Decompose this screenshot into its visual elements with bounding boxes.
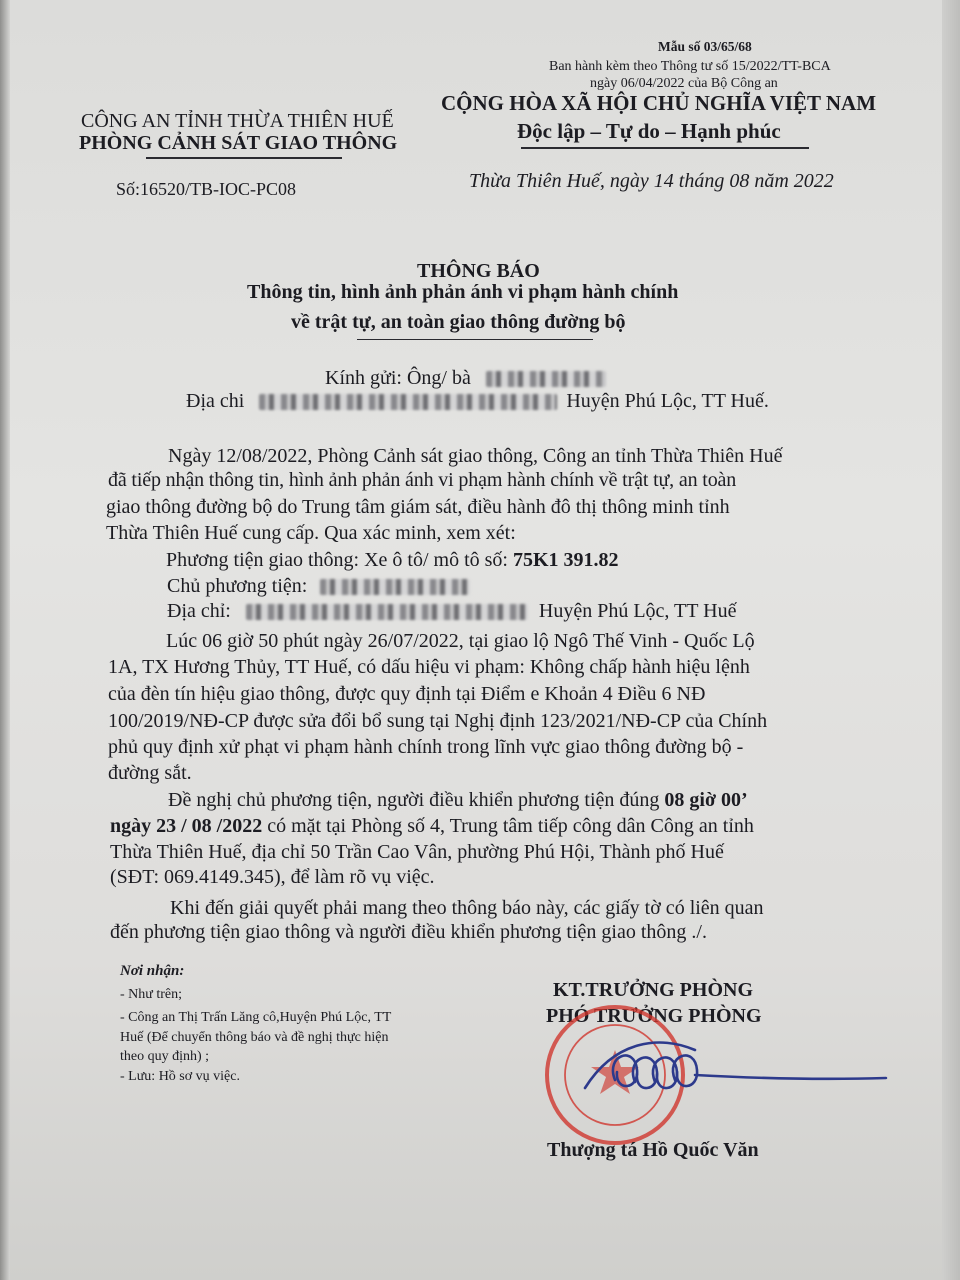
agency-line-2: PHÒNG CẢNH SÁT GIAO THÔNG — [79, 132, 398, 154]
p2-line-3: của đèn tín hiệu giao thông, được quy định tại Điểm e Khoản 4 Điều 6 NĐ — [108, 683, 706, 705]
p3-line-3: Thừa Thiên Huế, địa chỉ 50 Trần Cao Vân, phường Phú Hội, Thành phố Huế — [110, 841, 724, 863]
p1-line-3: giao thông đường bộ do Trung tâm giám sát, điều hành đô thị thông minh tỉnh — [106, 496, 730, 518]
vehicle-line — [166, 550, 619, 570]
redacted-owner-name — [320, 579, 470, 595]
address-label: Địa chi — [186, 390, 245, 412]
document-number: Số:16520/TB-IOC-PC08 — [116, 179, 297, 199]
p2-line-5: phủ quy định xử phạt vi phạm hành chính trong lĩnh vực giao thông đường bộ - — [108, 736, 744, 758]
agency-underline — [146, 157, 342, 159]
form-number: Mẫu số 03/65/68 — [658, 39, 752, 54]
owner-address-tail: Huyện Phú Lộc, TT Huế — [538, 600, 737, 622]
signature-title-1: KT.TRƯỞNG PHÒNG — [553, 979, 753, 1001]
address-tail: Huyện Phú Lộc, TT Huế. — [566, 390, 769, 412]
issued-line-2: ngày 06/04/2022 của Bộ Công an — [590, 76, 778, 91]
title-underline — [357, 339, 593, 340]
p3-line-2-text: có mặt tại Phòng số 4, Trung tâm tiếp công dân Công an tỉnh — [267, 815, 754, 837]
owner-address-line — [167, 601, 736, 621]
motto-underline — [521, 147, 809, 149]
p3-line-4: (SĐT: 069.4149.345), để làm rõ vụ việc. — [110, 866, 435, 888]
p3-line-1-text: Đề nghị chủ phương tiện, người điều khiển phương tiện đúng — [168, 789, 660, 811]
owner-line — [167, 576, 470, 596]
p3-line-2 — [110, 816, 754, 836]
p2-line-1: Lúc 06 giờ 50 phút ngày 26/07/2022, tại giao lộ Ngô Thế Vinh - Quốc Lộ — [166, 630, 755, 652]
signature-title-2: PHÓ TRƯỞNG PHÒNG — [546, 1005, 762, 1027]
receiver-item-2-line-2: Huế (Để chuyển thông báo và đề nghị thực hiện — [120, 1030, 389, 1045]
redacted-recipient-name — [486, 371, 606, 387]
agency-line-1: CÔNG AN TỈNH THỪA THIÊN HUẾ — [81, 110, 394, 132]
recipient-line — [325, 368, 606, 388]
receivers-title: Nơi nhận: — [120, 963, 185, 979]
nation-motto: Độc lập – Tự do – Hạnh phúc — [517, 119, 781, 143]
receiver-item-2-line-1: - Công an Thị Trấn Lăng cô,Huyện Phú Lộc, TT — [120, 1010, 392, 1025]
receiver-item-3: - Lưu: Hồ sơ vụ việc. — [120, 1069, 240, 1084]
vehicle-label: Phương tiện giao thông: Xe ô tô/ mô tô số: — [166, 549, 508, 571]
p4-line-1: Khi đến giải quyết phải mang theo thông báo này, các giấy tờ có liên quan — [170, 897, 764, 919]
place-date: Thừa Thiên Huế, ngày 14 tháng 08 năm 2022 — [469, 170, 834, 192]
page-shadow-left — [0, 0, 10, 1280]
notice-subtitle-2: về trật tự, an toàn giao thông đường bộ — [291, 311, 626, 333]
notice-subtitle-1: Thông tin, hình ảnh phản ánh vi phạm hành chính — [247, 281, 679, 303]
nation-title: CỘNG HÒA XÃ HỘI CHỦ NGHĨA VIỆT NAM — [441, 91, 877, 115]
recipient-label: Kính gửi: Ông/ bà — [325, 367, 471, 389]
signer-name: Thượng tá Hồ Quốc Văn — [547, 1139, 759, 1161]
redacted-address — [259, 394, 557, 410]
page-edge-right — [942, 0, 960, 1280]
vehicle-plate: 75K1 391.82 — [512, 549, 619, 571]
p3-line-1 — [168, 790, 748, 810]
stamp-and-signature — [520, 1000, 900, 1150]
receiver-item-1: - Như trên; — [120, 987, 183, 1002]
notice-title: THÔNG BÁO — [417, 260, 540, 282]
official-stamp — [547, 1007, 683, 1143]
receiver-item-2-line-3: theo quy định) ; — [120, 1049, 210, 1064]
p1-line-2: đã tiếp nhận thông tin, hình ảnh phản ánh vi phạm hành chính về trật tự, an toàn — [108, 469, 737, 491]
redacted-owner-address — [246, 604, 528, 620]
appointment-time: 08 giờ 00’ — [664, 789, 748, 811]
p1-line-1: Ngày 12/08/2022, Phòng Cảnh sát giao thông, Công an tỉnh Thừa Thiên Huế — [168, 445, 783, 467]
handwritten-signature — [585, 1042, 886, 1088]
p4-line-2: đến phương tiện giao thông và người điều khiển phương tiện giao thông ./. — [110, 921, 707, 943]
issued-line-1: Ban hành kèm theo Thông tư số 15/2022/TT-BCA — [549, 59, 831, 74]
p1-line-4: Thừa Thiên Huế cung cấp. Qua xác minh, xem xét: — [106, 522, 516, 544]
appointment-date: ngày 23 / 08 /2022 — [110, 815, 263, 837]
p2-line-4: 100/2019/NĐ-CP được sửa đổi bổ sung tại Nghị định 123/2021/NĐ-CP của Chính — [108, 710, 768, 732]
recipient-address-line — [186, 391, 769, 411]
owner-label: Chủ phương tiện: — [167, 575, 308, 597]
p2-line-6: đường sắt. — [108, 762, 192, 784]
p2-line-2: 1A, TX Hương Thủy, TT Huế, có dấu hiệu vi phạm: Không chấp hành hiệu lệnh — [108, 656, 750, 678]
owner-address-label: Địa chỉ: — [167, 600, 231, 622]
